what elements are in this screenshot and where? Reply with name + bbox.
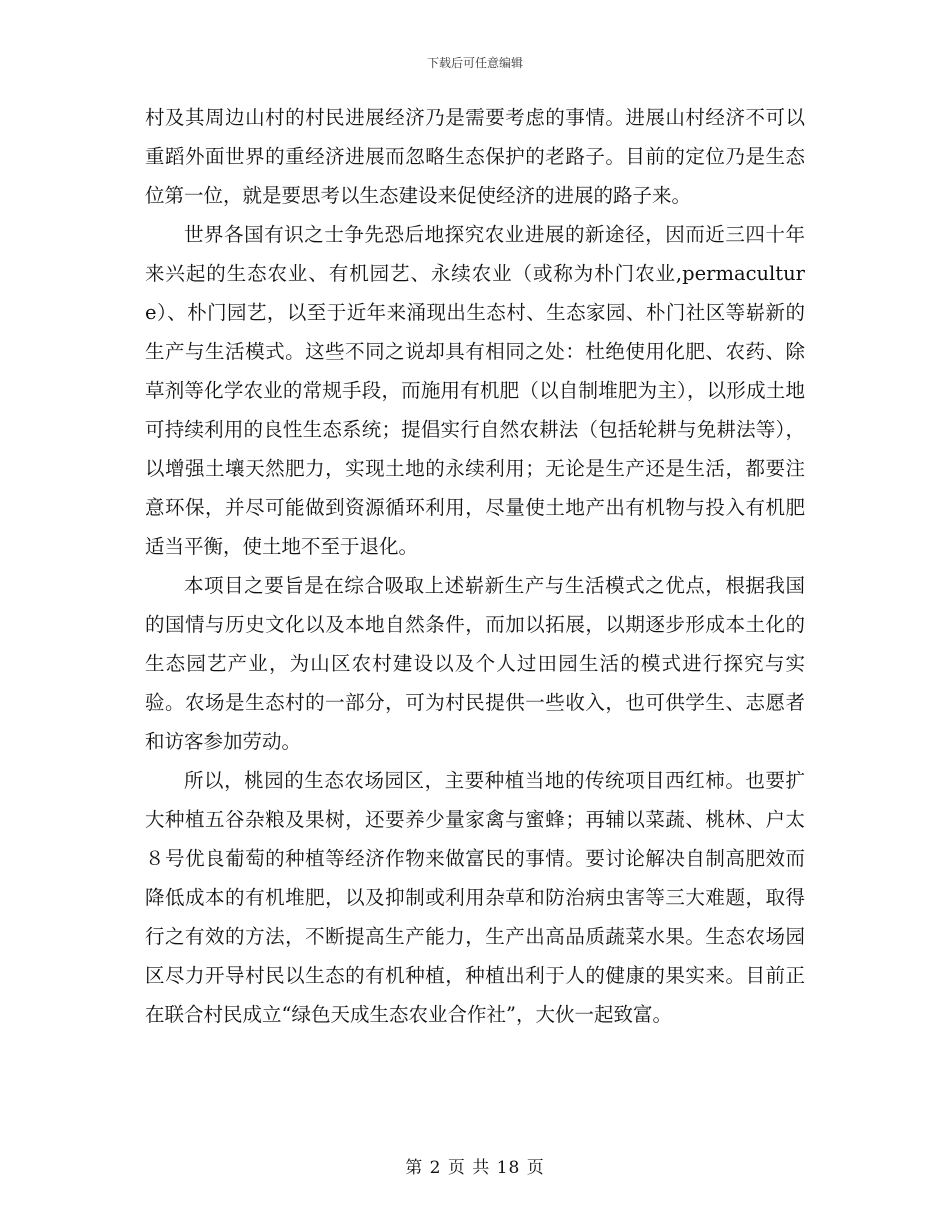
page-footer xyxy=(0,1153,950,1178)
footer-prefix: 第 xyxy=(405,1158,424,1178)
page-header-note: 下载后可任意编辑 xyxy=(426,56,523,70)
current-page-number: 2 xyxy=(429,1158,442,1178)
paragraph-3: 本项目之要旨是在综合吸取上述崭新生产与生活模式之优点，根据我国的国情与历史文化以及本地自然条件，而加以拓展，以期逐步形成本土化的生态园艺产业，为山区农村建设以及个人过田园生活的模式进行探究与实验。农场是生态村的一部分，可为村民提供一些收入，也可供学生、志愿者和访客参加劳动。 xyxy=(145,574,805,753)
total-page-count: 18 xyxy=(496,1158,521,1178)
document-body xyxy=(145,98,805,1034)
paragraph-1: 村及其周边山村的村民进展经济乃是需要考虑的事情。进展山村经济不可以重蹈外面世界的重经济进展而忽略生态保护的老路子。目前的定位乃是生态位第一位，就是要思考以生态建设来促使经济的进展的路子来。 xyxy=(145,106,805,207)
paragraph-4: 所以，桃园的生态农场园区，主要种植当地的传统项目西红柿。也要扩大种植五谷杂粮及果树，还要养少量家禽与蜜蜂；再辅以菜蔬、桃林、户太８号优良葡萄的种植等经济作物来做富民的事情。要讨论解决自制高肥效而降低成本的有机堆肥，以及抑制或利用杂草和防治病虫害等三大难题，取得行之有效的方法，不断提高生产能力，生产出高品质蔬菜水果。生态农场园区尽力开导村民以生态的有机种植，种植出利于人的健康的果实来。目前正在联合村民成立“绿色天成生态农业合作社”，大伙一起致富。 xyxy=(145,769,805,1026)
footer-suffix: 页 xyxy=(526,1158,545,1178)
paragraph-2: 世界各国有识之士争先恐后地探究农业进展的新途径，因而近三四十年来兴起的生态农业、有机园艺、永续农业（或称为朴门农业,permaculture）、朴门园艺，以至于近年来涌现出生态村、生态家园、朴门社区等崭新的生产与生活模式。这些不同之说却具有相同之处：杜绝使用化肥、农药、除草剂等化学农业的常规手段，而施用有机肥（以自制堆肥为主），以形成土地可持续利用的良性生态系统；提倡实行自然农耕法（包括轮耕与免耕法等），以增强土壤天然肥力，实现土地的永续利用；无论是生产还是生活，都要注意环保，并尽可能做到资源循环利用，尽量使土地产出有机物与投入有机肥适当平衡，使土地不至于退化。 xyxy=(145,223,805,558)
footer-middle: 页 共 xyxy=(447,1158,491,1178)
